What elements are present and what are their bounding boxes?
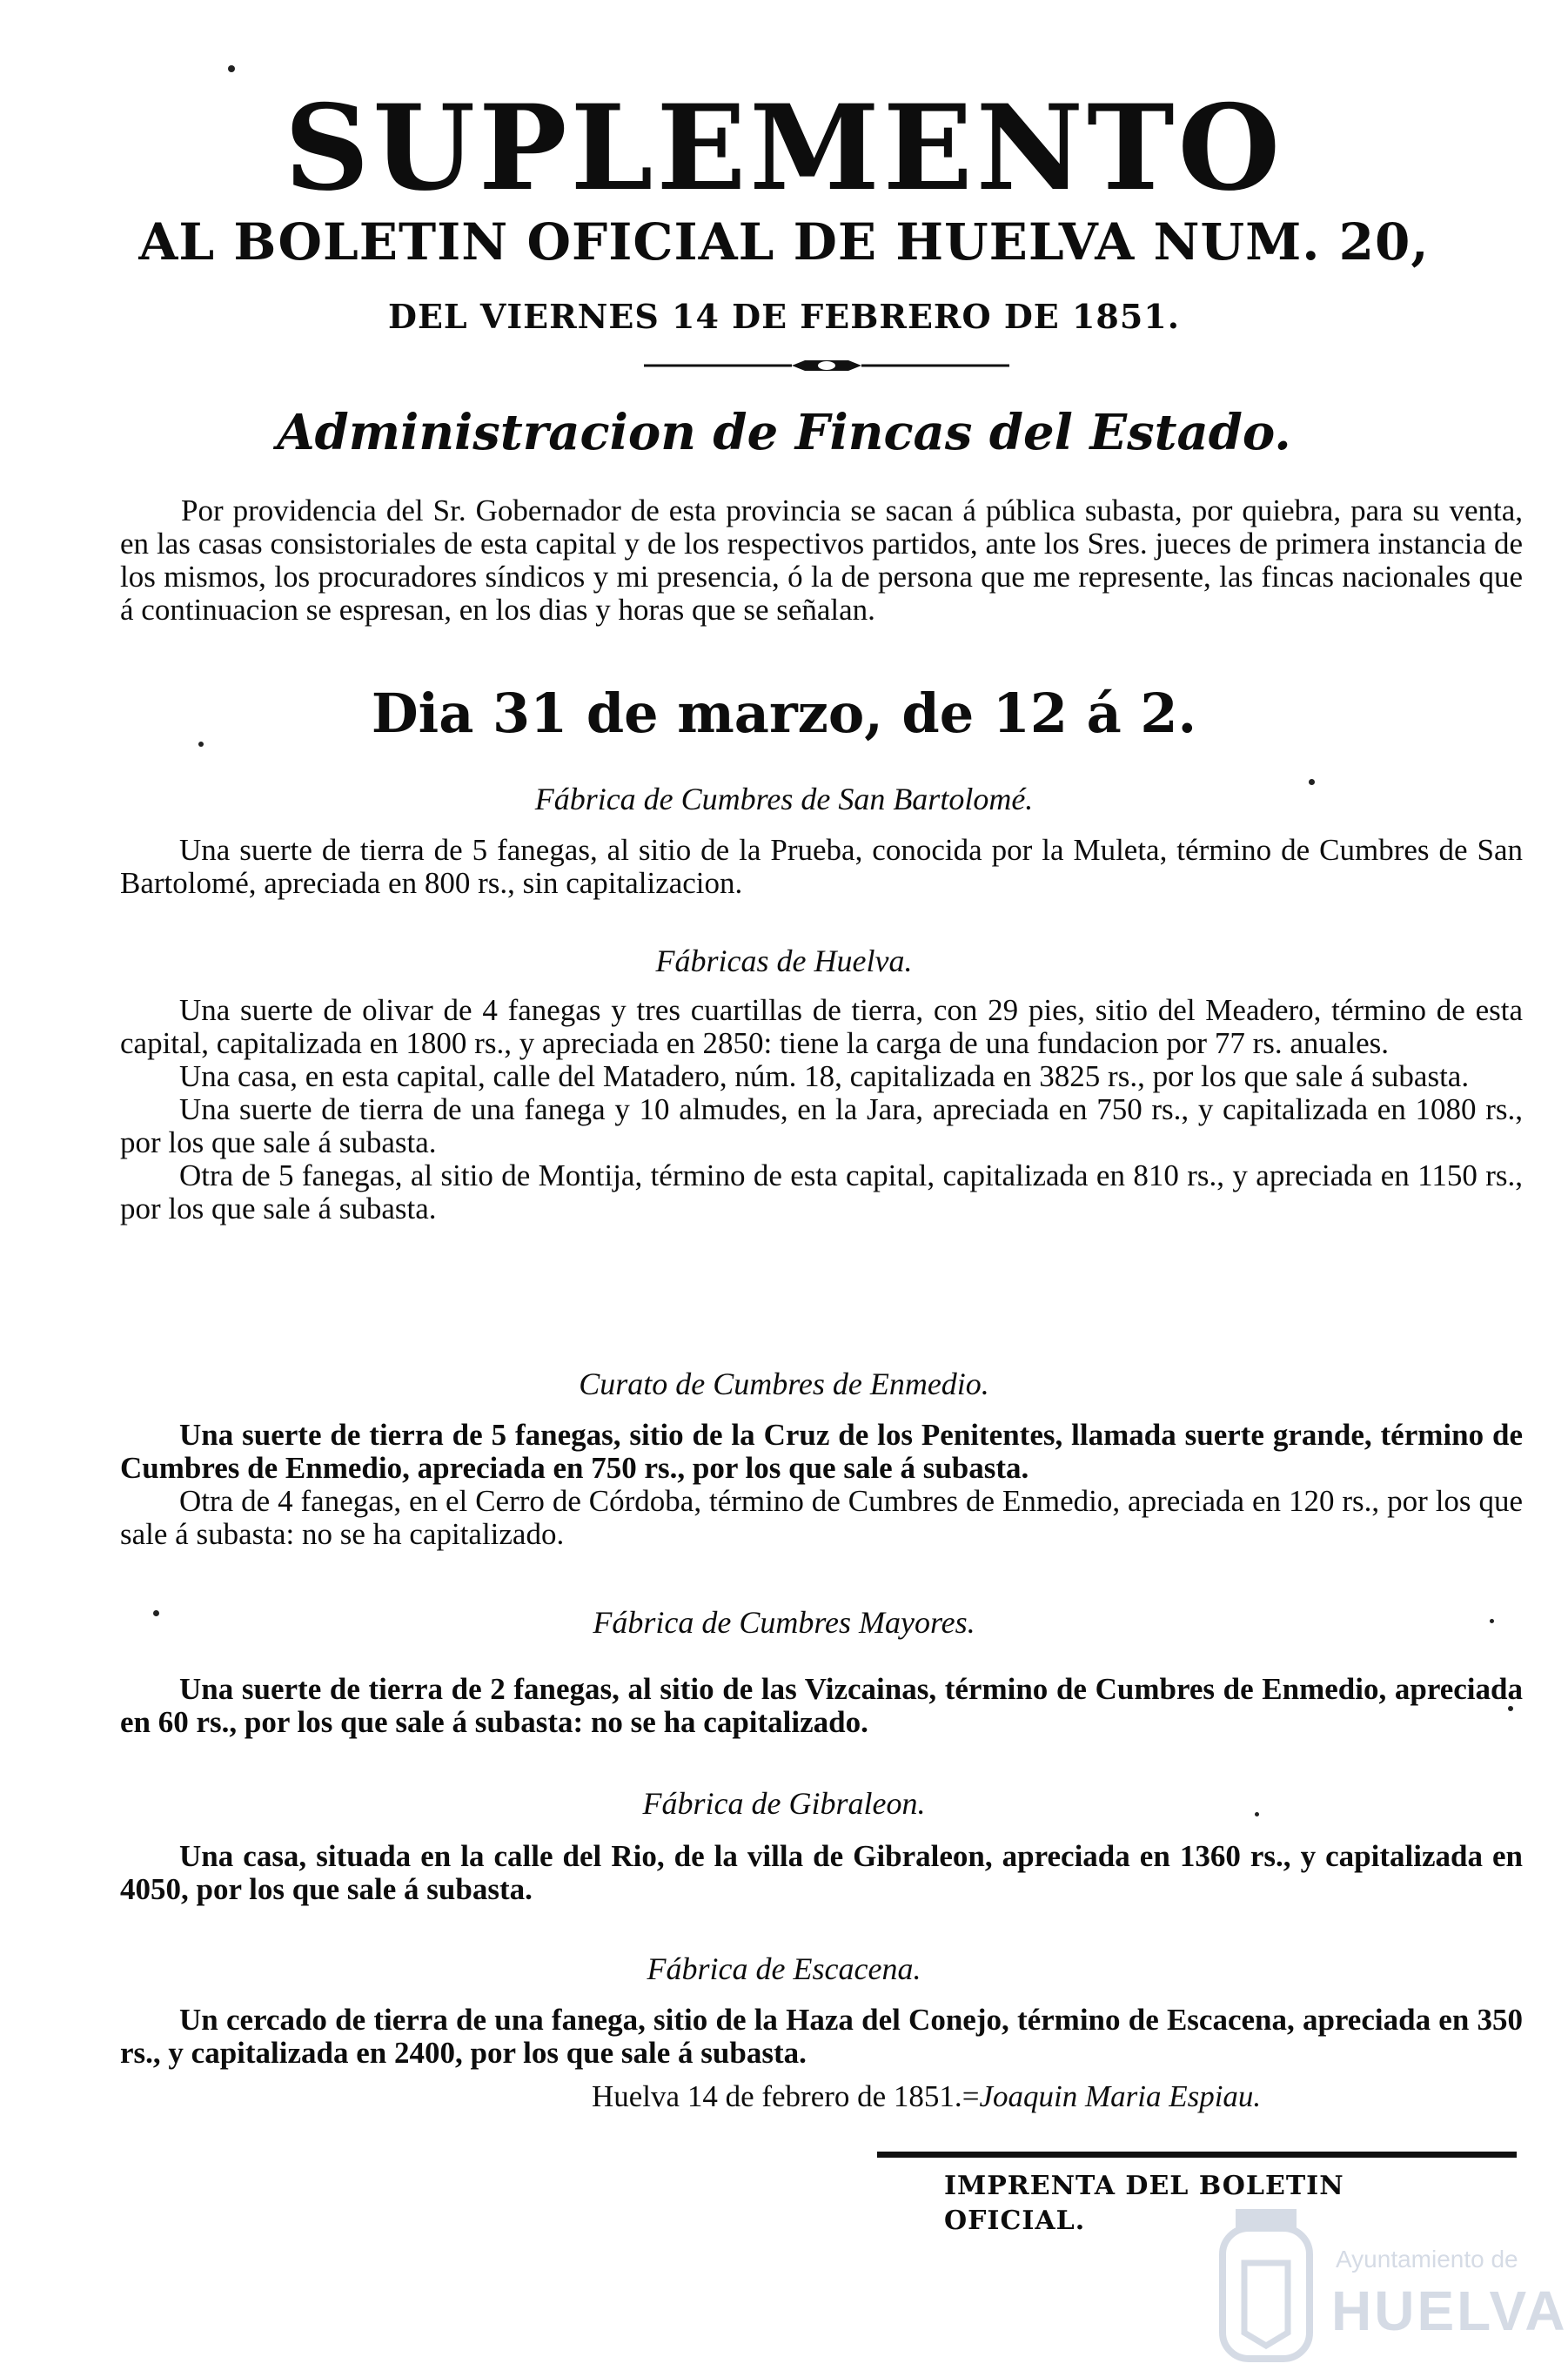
issue-date: DEL VIERNES 14 DE FEBRERO DE 1851. xyxy=(388,297,1180,336)
signature-dash: = xyxy=(962,2079,980,2113)
section-heading: Fábrica de Escacena. xyxy=(647,1951,921,1986)
administration-heading: Administracion de Fincas del Estado. xyxy=(277,404,1291,461)
scan-speck xyxy=(153,1610,159,1616)
property-item: Otra de 4 fanegas, en el Cerro de Córdoba, término de Cumbres de Enmedio, apreciada en 120 rs., por los que sale á subasta: no se ha capitalizado. xyxy=(120,1484,1523,1551)
watermark xyxy=(1205,2202,1568,2367)
scan-speck xyxy=(1490,1619,1494,1623)
section-heading: Fábricas de Huelva. xyxy=(655,943,913,978)
coat-of-arms-icon xyxy=(1205,2202,1327,2367)
printer-imprint: IMPRENTA DEL BOLETIN OFICIAL. xyxy=(944,2171,1344,2236)
property-item: Una suerte de olivar de 4 fanegas y tres cuartillas de tierra, con 29 pies, sitio del Meadero, término de esta capital, capitalizada en 1800 rs., y apreciada en 2850: tiene la carga de una fundacion por 77 rs. anuales. xyxy=(120,993,1523,1060)
section-heading: Fábrica de Cumbres de San Bartolomé. xyxy=(534,782,1034,816)
property-item: Una suerte de tierra de 2 fanegas, al sitio de las Vizcainas, término de Cumbres de Enmedio, apreciada en 60 rs., por los que sale á subasta: no se ha capitalizado. xyxy=(120,1672,1523,1739)
scan-speck xyxy=(228,65,235,72)
section-body xyxy=(120,994,1523,1225)
section-body xyxy=(120,1840,1523,1906)
signature-line xyxy=(592,2078,1462,2115)
signature-place-date: Huelva 14 de febrero de 1851. xyxy=(592,2079,962,2113)
property-item: Un cercado de tierra de una fanega, sitio de la Haza del Conejo, término de Escacena, apreciada en 350 rs., y capitalizada en 2400, por los que sale á subasta. xyxy=(120,2003,1523,2070)
section-body xyxy=(120,834,1523,900)
scan-speck xyxy=(1309,779,1315,785)
signature-name: Joaquin Maria Espiau. xyxy=(979,2079,1262,2113)
section-body xyxy=(120,1419,1523,1551)
property-item: Una casa, en esta capital, calle del Matadero, núm. 18, capitalizada en 3825 rs., por los que sale á subasta. xyxy=(179,1059,1470,1093)
property-item: Una suerte de tierra de una fanega y 10 almudes, en la Jara, apreciada en 750 rs., y capitalizada en 1080 rs., por los que sale á subasta. xyxy=(120,1092,1523,1159)
ornament-divider-icon xyxy=(644,355,1009,376)
scan-speck xyxy=(198,742,204,747)
section-heading: Fábrica de Cumbres Mayores. xyxy=(593,1605,975,1640)
footer-rule xyxy=(877,2152,1517,2158)
section-body xyxy=(120,1673,1523,1739)
section-heading: Fábrica de Gibraleon. xyxy=(642,1786,926,1821)
scan-speck xyxy=(1255,1812,1259,1816)
property-item: Una suerte de tierra de 5 fanegas, sitio de la Cruz de los Penitentes, llamada suerte grande, término de Cumbres de Enmedio, apreciada en 750 rs., por los que sale á subasta. xyxy=(120,1418,1523,1485)
page-title: SUPLEMENTO xyxy=(284,78,1284,217)
bulletin-subtitle: AL BOLETIN OFICIAL DE HUELVA NUM. 20, xyxy=(138,212,1430,272)
property-item: Otra de 5 fanegas, al sitio de Montija, término de esta capital, capitalizada en 810 rs., y apreciada en 1150 rs., por los que sale á subasta. xyxy=(120,1158,1523,1225)
section-heading: Curato de Cumbres de Enmedio. xyxy=(579,1366,989,1401)
auction-day-heading: Dia 31 de marzo, de 12 á 2. xyxy=(371,682,1197,745)
watermark-line1: Ayuntamiento de xyxy=(1336,2246,1518,2273)
property-item: Una suerte de tierra de 5 fanegas, al sitio de la Prueba, conocida por la Muleta, término de Cumbres de San Bartolomé, apreciada en 800 rs., sin capitalizacion. xyxy=(120,833,1523,900)
scan-speck xyxy=(1508,1706,1513,1711)
property-item: Una casa, situada en la calle del Rio, de la villa de Gibraleon, apreciada en 1360 rs., y capitalizada en 4050, por los que sale á subasta. xyxy=(120,1839,1523,1906)
section-body xyxy=(120,2004,1523,2070)
intro-paragraph: Por providencia del Sr. Gobernador de esta provincia se sacan á pública subasta, por quiebra, para su venta, en las casas consistoriales de esta capital y de los respectivos partidos, ante los Sres. jueces de primera instancia de los mismos, los procuradores síndicos y mi presencia, ó la de persona que me represente, las fincas nacionales que á continuacion se espresan, en los dias y horas que se señalan. xyxy=(120,494,1523,627)
watermark-line2: HUELVA xyxy=(1331,2280,1568,2342)
